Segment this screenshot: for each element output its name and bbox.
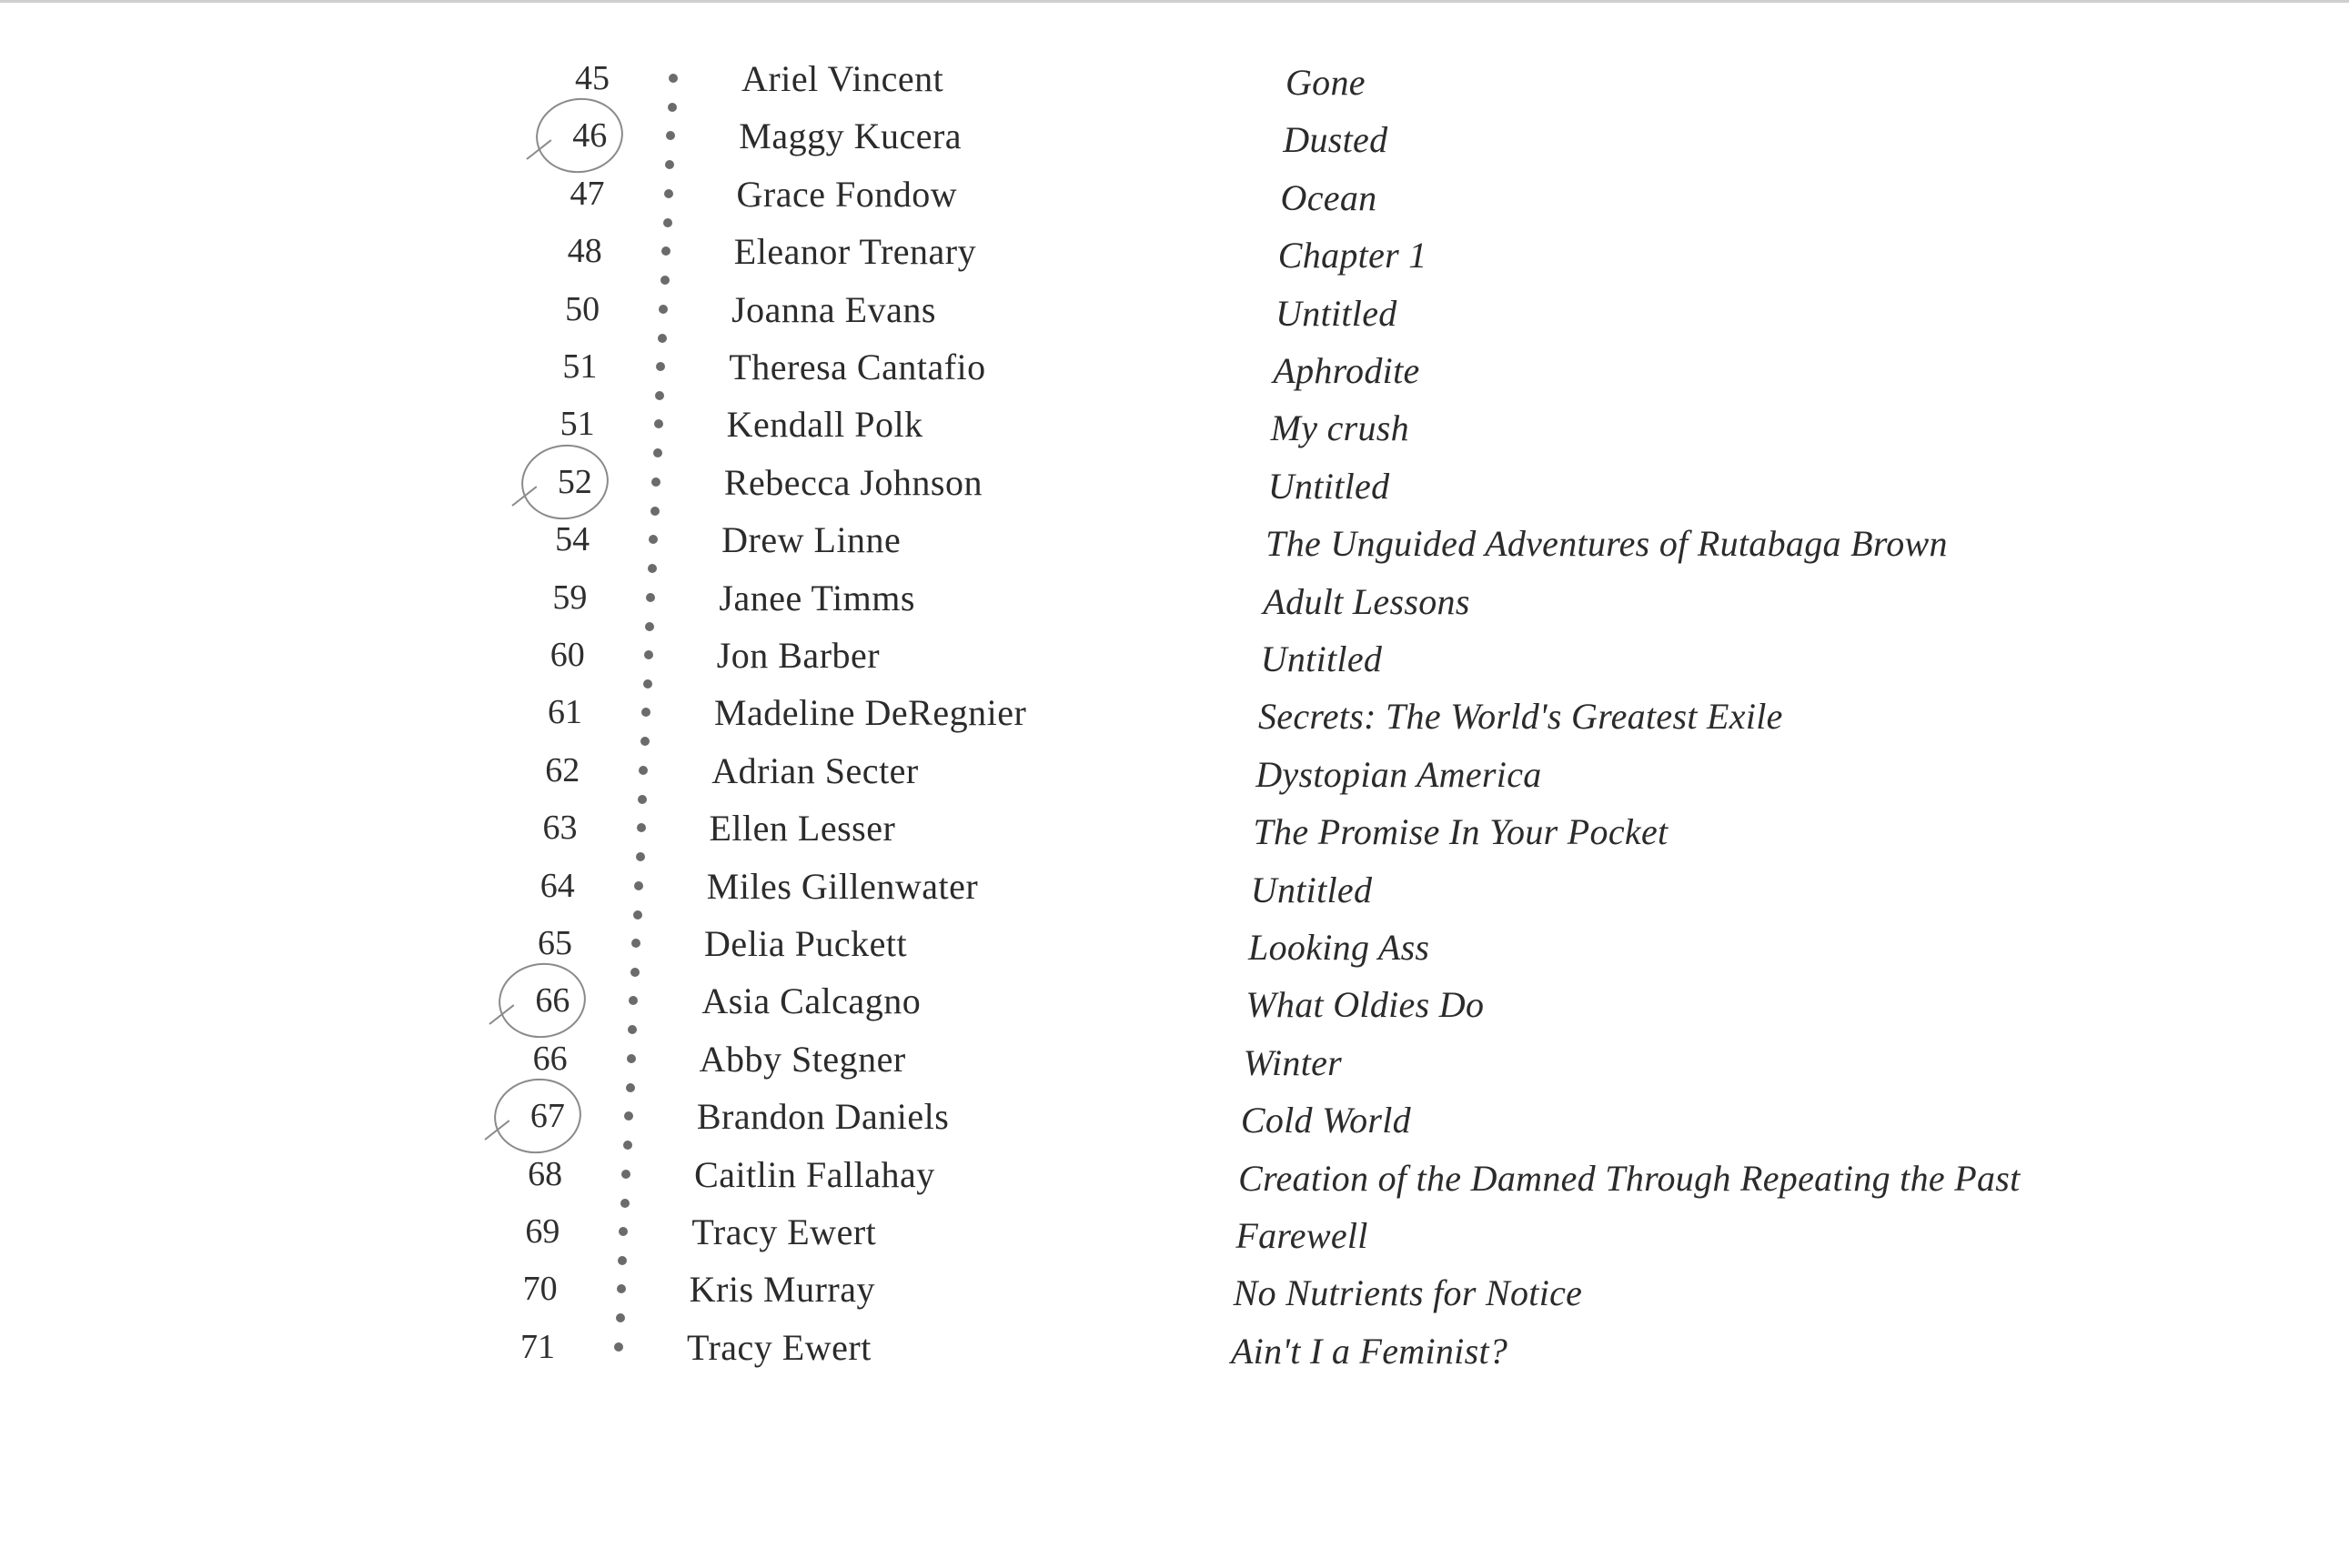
piece-title: Untitled xyxy=(1250,869,1373,910)
toc-row xyxy=(0,107,2349,165)
page-number: 46 xyxy=(572,116,608,156)
piece-title: Untitled xyxy=(1275,292,1397,334)
toc-row xyxy=(0,511,2349,568)
toc-row xyxy=(0,1030,2349,1088)
toc-row xyxy=(0,166,2349,223)
piece-title: Winter xyxy=(1243,1041,1343,1083)
piece-title: What Oldies Do xyxy=(1245,984,1485,1026)
leader-dot xyxy=(654,419,663,428)
leader-dot xyxy=(651,477,660,487)
page-number: 66 xyxy=(535,981,570,1020)
toc-row xyxy=(0,223,2349,280)
author-name: Kris Murray xyxy=(689,1269,876,1311)
page-number: 60 xyxy=(549,636,585,674)
author-name: Tracy Ewert xyxy=(691,1211,877,1252)
toc-row xyxy=(0,799,2349,857)
author-name: Adrian Secter xyxy=(711,749,919,791)
toc-row xyxy=(0,1203,2349,1261)
leader-dot xyxy=(659,305,668,314)
toc-row xyxy=(0,454,2349,511)
piece-title: Looking Ass xyxy=(1248,927,1430,968)
piece-title: Chapter 1 xyxy=(1277,235,1427,276)
page-number: 47 xyxy=(570,174,605,213)
toc-row xyxy=(0,858,2349,915)
page-number: 51 xyxy=(560,405,595,444)
toc-row xyxy=(0,50,2349,107)
page-number: 51 xyxy=(562,347,598,386)
author-name: Caitlin Fallahay xyxy=(694,1153,935,1195)
author-name: Asia Calcagno xyxy=(701,980,922,1022)
toc-row xyxy=(0,1319,2349,1376)
toc-row xyxy=(0,742,2349,799)
piece-title: Untitled xyxy=(1260,638,1383,679)
author-name: Jon Barber xyxy=(716,635,881,676)
page-number: 65 xyxy=(538,924,573,962)
leader-dot xyxy=(641,708,650,717)
author-name: Ellen Lesser xyxy=(709,808,896,849)
toc-row xyxy=(0,396,2349,453)
piece-title: Cold World xyxy=(1240,1100,1411,1141)
leader-dot xyxy=(617,1284,626,1293)
page-number: 68 xyxy=(528,1154,563,1193)
author-name: Abby Stegner xyxy=(699,1038,906,1080)
piece-title: Dusted xyxy=(1283,119,1388,161)
page-number: 59 xyxy=(552,578,588,617)
piece-title: No Nutrients for Notice xyxy=(1233,1272,1583,1314)
page-number: 69 xyxy=(525,1212,560,1251)
author-name: Delia Puckett xyxy=(704,923,908,964)
piece-title: Adult Lessons xyxy=(1263,580,1470,622)
toc-row xyxy=(0,627,2349,684)
page-number: 62 xyxy=(545,750,580,789)
leader-dot xyxy=(666,131,675,140)
leader-dot xyxy=(627,1054,636,1063)
page-number: 48 xyxy=(567,232,602,271)
author-name: Joanna Evans xyxy=(731,288,936,330)
author-name: Kendall Polk xyxy=(726,404,923,446)
page-number: 70 xyxy=(522,1270,558,1309)
page-number: 71 xyxy=(519,1327,555,1366)
leader-dot xyxy=(621,1170,630,1179)
toc-row xyxy=(0,338,2349,396)
page-number: 67 xyxy=(529,1097,565,1136)
leader-dot xyxy=(646,593,655,602)
author-name: Maggy Kucera xyxy=(739,116,963,157)
page-number: 66 xyxy=(532,1039,568,1078)
leader-dot xyxy=(624,1111,633,1121)
page-number: 61 xyxy=(547,693,582,732)
author-name: Miles Gillenwater xyxy=(706,865,979,907)
piece-title: Secrets: The World's Greatest Exile xyxy=(1257,696,1783,738)
piece-title: Creation of the Damned Through Repeating the Past xyxy=(1238,1157,2021,1199)
author-name: Tracy Ewert xyxy=(686,1326,872,1368)
piece-title: Farewell xyxy=(1235,1215,1368,1256)
toc-row xyxy=(0,684,2349,741)
piece-title: My crush xyxy=(1270,407,1409,449)
author-name: Brandon Daniels xyxy=(696,1096,950,1138)
author-name: Drew Linne xyxy=(721,519,902,561)
leader-dot xyxy=(656,362,665,371)
author-name: Theresa Cantafio xyxy=(729,347,986,387)
leader-dot xyxy=(669,74,678,83)
toc-row xyxy=(0,1146,2349,1203)
leader-dot xyxy=(649,535,658,544)
author-name: Rebecca Johnson xyxy=(723,461,983,503)
piece-title: Aphrodite xyxy=(1273,350,1420,391)
page-number: 54 xyxy=(555,520,590,559)
piece-title: The Promise In Your Pocket xyxy=(1253,811,1668,853)
piece-title: Dystopian America xyxy=(1255,753,1542,795)
leader-dot xyxy=(664,189,673,198)
piece-title: Ain't I a Feminist? xyxy=(1230,1330,1508,1372)
author-name: Madeline DeRegnier xyxy=(713,692,1027,734)
piece-title: Ocean xyxy=(1280,176,1377,218)
toc-row xyxy=(0,972,2349,1030)
leader-dot xyxy=(619,1227,628,1236)
piece-title: Gone xyxy=(1285,62,1366,103)
author-name: Ariel Vincent xyxy=(741,58,944,99)
page-number: 64 xyxy=(539,866,575,905)
author-name: Janee Timms xyxy=(719,577,915,618)
leader-dot xyxy=(637,823,646,832)
page-number: 52 xyxy=(557,462,592,501)
page-number: 50 xyxy=(565,289,600,328)
piece-title: The Unguided Adventures of Rutabaga Brown xyxy=(1265,523,1948,565)
leader-dot xyxy=(644,650,653,659)
page-number: 63 xyxy=(542,809,578,848)
leader-dot xyxy=(661,246,670,256)
leader-dot xyxy=(634,881,643,890)
toc-row xyxy=(0,1088,2349,1145)
toc-row xyxy=(0,915,2349,972)
toc-row xyxy=(0,1261,2349,1318)
leader-dot xyxy=(629,996,638,1005)
page-number: 45 xyxy=(575,59,610,97)
toc-row xyxy=(0,569,2349,627)
author-name: Eleanor Trenary xyxy=(733,231,977,273)
toc-row xyxy=(0,281,2349,338)
leader-dot xyxy=(614,1342,623,1352)
leader-dot xyxy=(631,939,640,948)
author-name: Grace Fondow xyxy=(736,173,958,215)
piece-title: Untitled xyxy=(1267,465,1390,507)
leader-dot xyxy=(639,766,648,775)
